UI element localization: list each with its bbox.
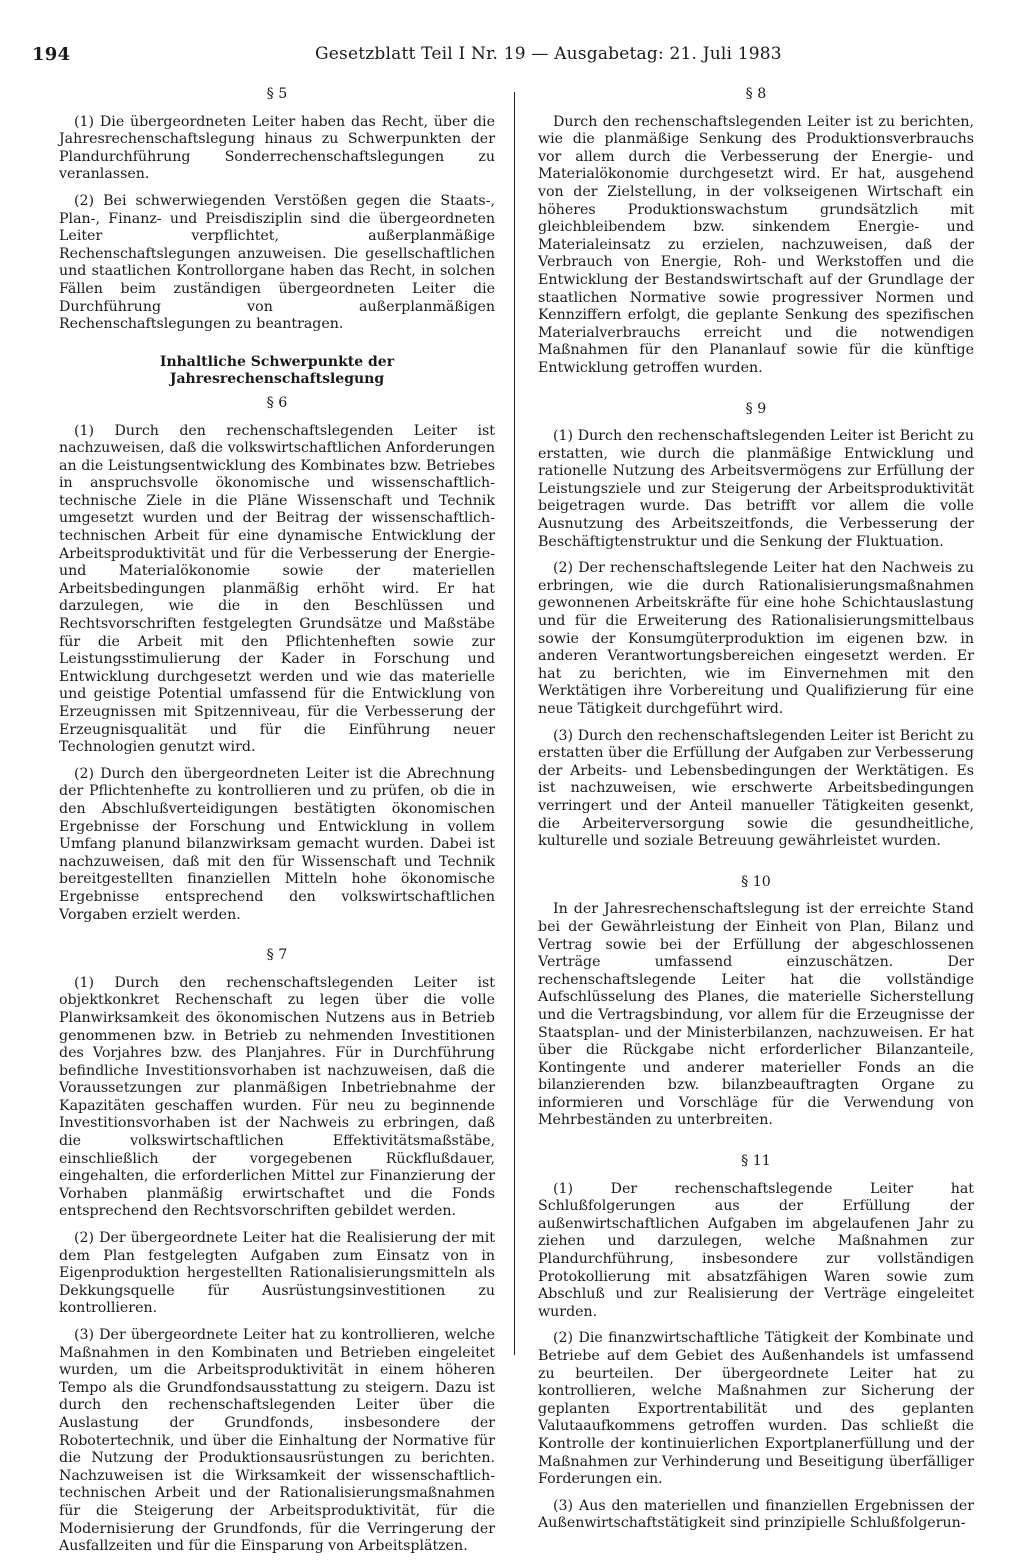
section-6-paragraph-1: (1) Durch den rechenschaftslegenden Leiter ist nachzuweisen, daß die volkswirtschaftlichen Anforderungen an die Leistungsentwicklung des Kombinates bzw. Betriebes in anspruchsvolle ökonomische und wissenschaftlich-technische Ziele in die Pläne Wissenschaft und Technik umgesetzt wurden und der Beitrag der wissenschaftlich-technischen Arbeit für eine dynamische Entwicklung der Arbeitsproduktivität und für die Verbesserung der Energie- und Materialökonomie sowie der materiellen Arbeitsbedingungen planmäßig erhöht wird. Er hat darzulegen, wie die in den Beschlüssen und Rechtsvorschriften festgelegten Grundsätze und Maßstäbe für die Arbeit mit den Pflichtenheften sowie zur Leistungsstimulierung der Kader in Forschung und Entwicklung durchgesetzt werden und wie das materielle und geistige Potential umfassend für die Entwicklung von Erzeugnissen mit Spitzenniveau, für die Verbesserung der Erzeugnisqualität und für die Einführung neuer Technologien genutzt wird. — [59, 422, 495, 756]
section-8-paragraph-1: Durch den rechenschaftslegenden Leiter ist zu berichten, wie die planmäßige Senkung des Produktionsverbrauchs vor allem durch die Verbesserung der Energie- und Materialökonomie durchgesetzt wird. Er hat, ausgehend von der Zielstellung, in der volkseigenen Wirtschaft ein höheres Produktionswachstum grundsätzlich mit gleichbleibendem bzw. sinkendem Energie- und Materialeinsatz zu erzielen, nachzuweisen, daß der Verbrauch von Energie, Roh- und Werkstoffen und die Entwicklung der Bestandswirtschaft auf der Grundlage der staatlichen Normative sowie progressiver Normen und Kennziffern erfolgt, die geplante Senkung des spezifischen Materialverbrauchs erreicht und die notwendigen Maßnahmen für den Plananlauf sowie für die künftige Entwicklung getroffen wurden. — [538, 113, 974, 376]
section-8-title: § 8 — [745, 86, 767, 102]
section-11-paragraph-2: (2) Die finanzwirtschaftliche Tätigkeit der Kombinate und Betriebe auf dem Gebiet des Außenhandels ist umfassend zu beurteilen. Der übergeordnete Leiter hat zu kontrollieren, welche Maßnahmen zur Sicherung der geplanten Exportrentabilität und des geplanten Valutaaufkommens getroffen wurden. Das schließt die Kontrolle der kontinuierlichen Exportplanerfüllung und der Maßnahmen zur Verhinderung und Beseitigung überfälliger Forderungen ein. — [538, 1330, 974, 1488]
section-11-title: § 11 — [741, 1153, 771, 1170]
section-11-paragraph-1: (1) Der rechenschaftslegende Leiter hat Schlußfolgerungen aus der Erfüllung der außenwirtschaftlichen Aufgaben im abgelaufenen Jahr zu ziehen und darzulegen, welche Maßnahmen zur Plandurchführung, insbesondere zur vollständigen Protokollierung mit absatzfähigen Waren sowie zum Abschluß und zur Realisierung der Verträge eingeleitet wurden. — [538, 1180, 974, 1320]
section-6-paragraph-2: (2) Durch den übergeordneten Leiter ist die Abrechnung der Pflichtenhefte zu kontrollieren und zu prüfen, ob die in den Abschlußverteidigungen bestätigten ökonomischen Ergebnisse der Forschung und Entwicklung in vollem Umfang planund bilanzwirksam gemacht wurden. Dabei ist nachzuweisen, daß mit den für Wissenschaft und Technik bereitgestellten finanziellen Mitteln hohe ökonomische Ergebnisse entsprechend den volkswirtschaftlichen Vorgaben erzielt werden. — [59, 765, 495, 923]
section-9-title: § 9 — [745, 400, 767, 417]
right-column — [538, 86, 974, 1542]
running-title: Gesetzblatt Teil I Nr. 19 — Ausgabetag: 21. Juli 1983 — [315, 44, 782, 64]
chapter-heading: Inhaltliche Schwerpunkte der Jahresrechenschaftslegung — [159, 353, 395, 388]
section-9-paragraph-2: (2) Der rechenschaftslegende Leiter hat den Nachweis zu erbringen, wie die durch Rationalisierungsmaßnahmen gewonnenen Arbeitskräfte für eine hohe Schichtauslastung und für die Erweiterung des Rationalisierungsmittelbaus sowie der Konsumgüterproduktion im eigenen bzw. in anderen Verantwortungsbereichen eingesetzt werden. Er hat zu berichten, wie im Einvernehmen mit den Werktätigen ihre Vorbereitung und Qualifizierung für eine neue Tätigkeit durchgeführt wird. — [538, 560, 974, 717]
section-10-paragraph-1: In der Jahresrechenschaftslegung ist der erreichte Stand bei der Gewährleistung der Einheit von Plan, Bilanz und Vertrag sowie bei der Erfüllung der abgeschlossenen Verträge umfassend einzuschätzen. Der rechenschaftslegende Leiter hat die vollständige Aufschlüsselung des Planes, die materielle Sicherstellung und die Vertragsbindung, vor allem für die Erzeugnisse der Staatsplan- und der Ministerbilanzen, nachzuweisen. Er hat über die Rückgabe nicht erforderlicher Bilanzanteile, Kontingente und anderer materieller Fonds an die bilanzierenden bzw. bilanzbeauftragten Organe zu informieren und Vorschläge für die Verwendung von Mehrbeständen zu unterbreiten. — [538, 901, 974, 1129]
section-10-title: § 10 — [741, 873, 771, 890]
section-7-paragraph-1: (1) Durch den rechenschaftslegenden Leiter ist objektkonkret Rechenschaft zu legen über die volle Planwirksamkeit des ökonomischen Nutzens aus in Betrieb genommenen bzw. in Betrieb zu nehmenden Investitionen des Vorjahres bzw. des Planjahres. Für in Durchführung befindliche Investitionsvorhaben ist nachzuweisen, daß die Voraussetzungen zur planmäßigen Inbetriebnahme der Kapazitäten geschaffen wurden. Für neu zu beginnende Investitionsvorhaben ist der Nachweis zu erbringen, daß die volkswirtschaftlichen Effektivitätsmaßstäbe, einschließlich der vorgegebenen Rückflußdauer, eingehalten, die erforderlichen Mittel zur Finanzierung der Vorhaben planmäßig erwirtschaftet und die Fonds entsprechend den Rechtsvorschriften gebildet werden. — [59, 974, 495, 1220]
section-11-paragraph-3: (3) Aus den materiellen und finanziellen Ergebnissen der Außenwirtschaftstätigkeit sind prinzipielle Schlußfolgerun- — [538, 1497, 974, 1532]
left-column — [59, 86, 495, 1565]
page-number: 194 — [32, 44, 71, 65]
section-5-paragraph-1: (1) Die übergeordneten Leiter haben das Recht, über die Jahresrechenschaftslegung hinaus zu Schwerpunkten der Plandurchführung Sonderrechenschaftslegungen zu veranlassen. — [59, 113, 495, 183]
section-9-paragraph-1: (1) Durch den rechenschaftslegenden Leiter ist Bericht zu erstatten, wie durch die planmäßige Entwicklung und rationelle Nutzung des Arbeitsvermögens zur Erfüllung der Leistungsziele und zur Steigerung der Arbeitsproduktivität beigetragen wurde. Das betrifft vor allem die volle Ausnutzung des Arbeitszeitfonds, die Verbesserung der Beschäftigtenstruktur und die Senkung der Fluktuation. — [538, 428, 974, 550]
section-5-title: § 5 — [266, 86, 288, 102]
section-9-paragraph-3: (3) Durch den rechenschaftslegenden Leiter ist Bericht zu erstatten über die Erfüllung der Aufgaben zur Verbesserung der Arbeits- und Lebensbedingungen der Werktätigen. Es ist nachzuweisen, wie erschwerte Arbeitsbedingungen verringert und der Anteil manueller Tätigkeiten gesenkt, die Arbeiterversorgung sowie die gesundheitliche, kulturelle und soziale Betreuung gewährleistet wurden. — [538, 727, 974, 850]
page-header — [30, 36, 990, 66]
section-7-title: § 7 — [266, 947, 288, 964]
section-6-title: § 6 — [266, 394, 288, 411]
section-5-paragraph-2: (2) Bei schwerwiegenden Verstößen gegen die Staats-, Plan-, Finanz- und Preisdisziplin sind die übergeordneten Leiter verpflichtet, außerplanmäßige Rechenschaftslegungen anzuweisen. Die gesellschaftlichen und staatlichen Kontrollorgane haben das Recht, in solchen Fällen beim zuständigen übergeordneten Leiter die Durchführung von außerplanmäßigen Rechenschaftslegungen zu beantragen. — [59, 192, 495, 333]
section-7-paragraph-3: (3) Der übergeordnete Leiter hat zu kontrollieren, welche Maßnahmen in den Kombinaten und Betrieben eingeleitet wurden, um die Arbeitsproduktivität in einem höheren Tempo als die Grundfondsausstattung zu steigern. Dazu ist durch den rechenschaftslegenden Leiter über die Auslastung der Grundfonds, insbesondere der Robotertechnik, und über die Einhaltung der Normative für die Nutzung der Produktionsausrüstungen zu berichten. Nachzuweisen ist die Wirksamkeit der wissenschaftlich-technischen Arbeit und der Rationalisierungsmaßnahmen für die Steigerung der Arbeitsproduktivität, für die Modernisierung der Grundfonds, für die Verringerung der Ausfallzeiten und für die Einsparung von Arbeitsplätzen. — [59, 1327, 495, 1555]
column-divider — [514, 92, 515, 1355]
section-7-paragraph-2: (2) Der übergeordnete Leiter hat die Realisierung der mit dem Plan festgelegten Aufgaben zum Einsatz von in Eigenproduktion hergestellten Rationalisierungsmitteln als Dekkungsquelle für Ausrüstungsinvestitionen zu kontrollieren. — [59, 1230, 495, 1317]
